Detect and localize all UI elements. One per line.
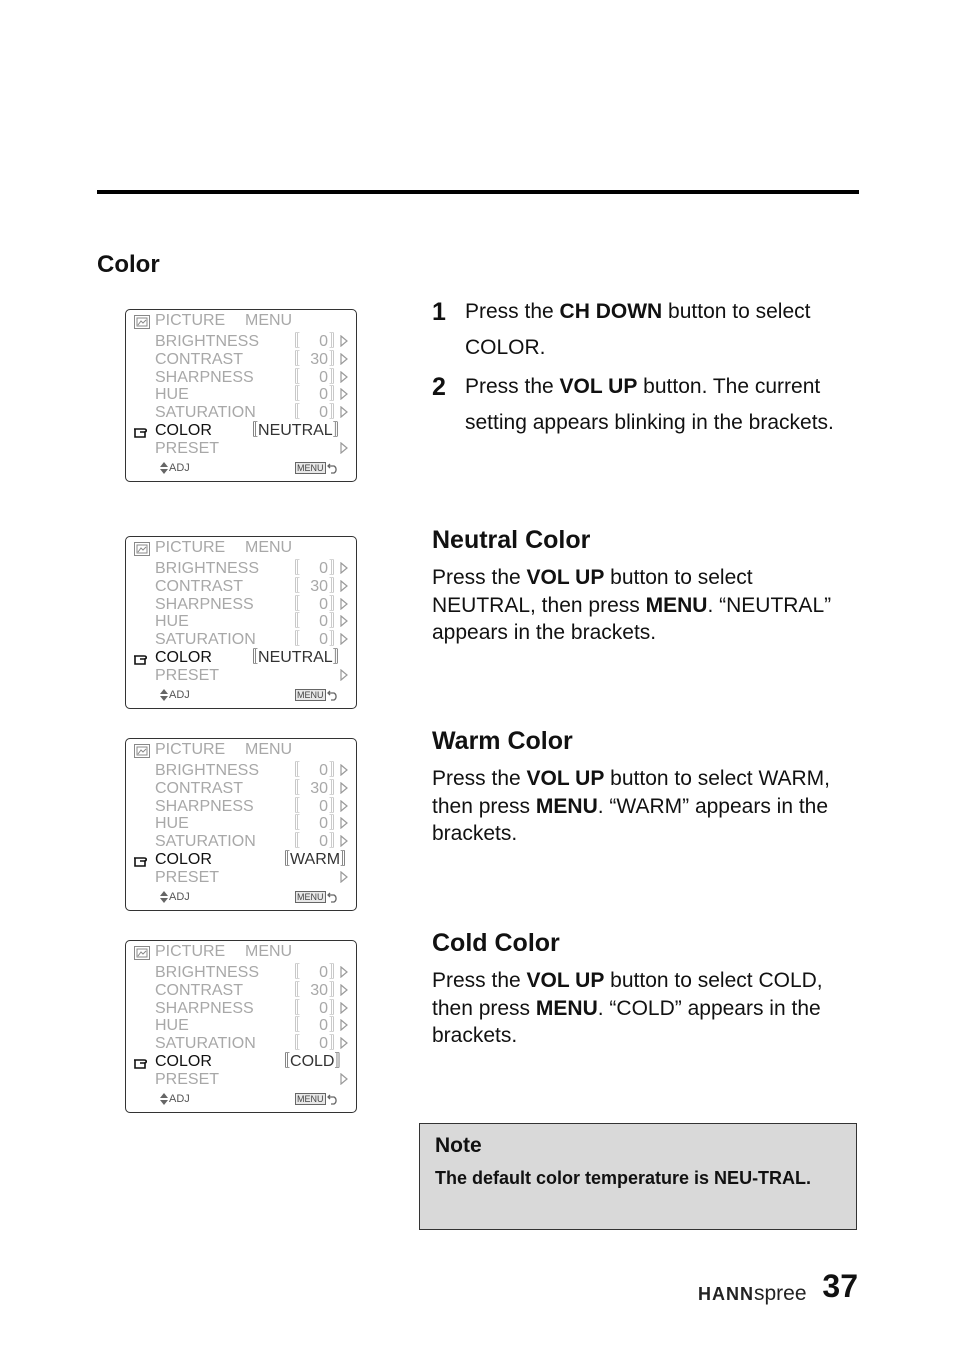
right-arrow-icon (340, 406, 348, 418)
osd-item-value: 0 (319, 386, 328, 404)
left-bracket: 〚 (284, 1035, 301, 1053)
osd-item-contrast (126, 351, 356, 369)
osd-item-label: COLOR (155, 422, 212, 439)
osd-item-label: SHARPNESS (155, 797, 254, 815)
osd-menu-box (125, 738, 357, 911)
right-arrow-icon (340, 835, 348, 847)
osd-item-label: BRIGHTNESS (155, 560, 260, 577)
color-setting: 〚NEUTRAL〛 (242, 422, 349, 439)
osd-item-saturation (126, 833, 356, 851)
osd-title-menu: MENU (245, 943, 293, 960)
osd-item-value: 0 (319, 833, 328, 851)
right-arrow-icon (340, 800, 348, 812)
osd-item-contrast (126, 982, 356, 1000)
left-bracket: 〚 (284, 333, 301, 350)
osd-item-preset (126, 1071, 356, 1089)
right-bracket: 〛 (329, 1017, 346, 1035)
right-bracket: 〛 (329, 981, 346, 999)
osd-footer: ADJ MENU (126, 1092, 356, 1106)
osd-item-value: 0 (319, 560, 328, 577)
right-bracket: 〛 (329, 404, 346, 422)
menu-key-icon: MENU (297, 463, 324, 473)
right-bracket: 〛 (329, 779, 346, 797)
left-bracket: 〚 (284, 613, 301, 631)
right-bracket: 〛 (329, 368, 346, 386)
heading-cold-color: Cold Color (432, 929, 560, 957)
osd-item-label: COLOR (155, 851, 212, 868)
osd-item-value: 0 (319, 1017, 328, 1035)
right-arrow-icon (340, 353, 348, 365)
osd-item-color (126, 422, 356, 440)
brand-logo: HANNspree (698, 1282, 807, 1305)
right-arrow-icon (340, 615, 348, 627)
osd-item-label: SATURATION (155, 833, 256, 851)
osd-item-color (126, 649, 356, 667)
osd-item-color (126, 1053, 356, 1071)
right-arrow-icon (340, 984, 348, 996)
up-down-arrow-icon (160, 689, 168, 701)
return-icon (327, 689, 339, 701)
osd-item-value: 0 (319, 631, 328, 649)
osd-item-label: HUE (155, 386, 189, 404)
osd-item-preset (126, 869, 356, 887)
right-arrow-icon (340, 388, 348, 400)
left-bracket: 〚 (284, 981, 301, 999)
osd-item-label: CONTRAST (155, 577, 243, 595)
right-bracket: 〛 (329, 333, 346, 350)
osd-title: PICTURE (155, 741, 226, 758)
left-bracket: 〚 (284, 350, 301, 368)
left-bracket: 〚 (284, 815, 301, 833)
osd-item-value: 0 (319, 797, 328, 815)
osd-item-brightness (126, 333, 356, 351)
right-arrow-icon (340, 669, 348, 681)
step-2 (432, 369, 852, 441)
osd-item-value: 0 (319, 964, 328, 981)
left-bracket: 〚 (284, 1017, 301, 1035)
osd-item-label: COLOR (155, 1053, 212, 1070)
osd-item-label: HUE (155, 1017, 189, 1035)
osd-item-contrast (126, 578, 356, 596)
left-bracket: 〚 (284, 964, 301, 981)
osd-item-value: 0 (319, 368, 328, 386)
section-title: Color (97, 251, 160, 278)
osd-item-hue (126, 815, 356, 833)
step-number: 2 (432, 373, 446, 401)
right-bracket: 〛 (329, 631, 346, 649)
osd-item-preset (126, 440, 356, 458)
osd-item-value: 0 (319, 613, 328, 631)
menu-key-icon: MENU (297, 1094, 324, 1104)
picture-icon (134, 744, 150, 758)
osd-title: PICTURE (155, 943, 226, 960)
return-icon (327, 1093, 339, 1105)
note-title: Note (435, 1134, 482, 1157)
left-bracket: 〚 (284, 404, 301, 422)
right-bracket: 〛 (329, 797, 346, 815)
heading-neutral-color: Neutral Color (432, 526, 591, 554)
osd-title-menu: MENU (245, 312, 293, 329)
osd-item-label: PRESET (155, 666, 220, 684)
left-bracket: 〚 (284, 762, 301, 779)
picture-icon (134, 315, 150, 329)
osd-item-value: 30 (310, 577, 328, 595)
right-arrow-icon (340, 1037, 348, 1049)
right-bracket: 〛 (329, 1035, 346, 1053)
picture-icon (134, 542, 150, 556)
left-bracket: 〚 (284, 386, 301, 404)
osd-item-contrast (126, 780, 356, 798)
osd-item-saturation (126, 404, 356, 422)
osd-item-brightness (126, 964, 356, 982)
right-arrow-icon (340, 598, 348, 610)
osd-title: PICTURE (155, 539, 226, 556)
color-setting: 〚WARM〛 (274, 851, 357, 868)
osd-item-hue (126, 613, 356, 631)
right-bracket: 〛 (329, 762, 346, 779)
osd-menu-box (125, 940, 357, 1113)
right-arrow-icon (340, 562, 348, 574)
up-down-arrow-icon (160, 891, 168, 903)
osd-item-hue (126, 386, 356, 404)
osd-item-label: PRESET (155, 1070, 220, 1088)
page-footer (698, 1268, 858, 1308)
osd-item-value: 30 (310, 981, 328, 999)
page-number: 37 (822, 1268, 858, 1304)
pointing-hand-icon (133, 423, 151, 439)
osd-item-label: SATURATION (155, 404, 256, 422)
osd-item-label: SHARPNESS (155, 595, 254, 613)
paragraph-warm-color: Press the VOL UP button to select WARM, then press MENU. “WARM” appears in the brackets. (432, 767, 830, 845)
left-bracket: 〚 (284, 577, 301, 595)
osd-item-value: 0 (319, 815, 328, 833)
osd-item-sharpness (126, 798, 356, 816)
osd-item-sharpness (126, 596, 356, 614)
color-setting: 〚NEUTRAL〛 (242, 649, 349, 666)
right-arrow-icon (340, 1019, 348, 1031)
osd-item-label: SATURATION (155, 1035, 256, 1053)
osd-item-label: SHARPNESS (155, 999, 254, 1017)
menu-key-icon: MENU (297, 690, 324, 700)
osd-item-label: CONTRAST (155, 779, 243, 797)
up-down-arrow-icon (160, 462, 168, 474)
osd-item-value: 0 (319, 595, 328, 613)
osd-item-label: PRESET (155, 439, 220, 457)
left-bracket: 〚 (284, 797, 301, 815)
pointing-hand-icon (133, 852, 151, 868)
step-1 (432, 294, 852, 366)
left-bracket: 〚 (284, 560, 301, 577)
step-number: 1 (432, 298, 446, 326)
right-arrow-icon (340, 633, 348, 645)
osd-item-label: SATURATION (155, 631, 256, 649)
right-bracket: 〛 (329, 577, 346, 595)
pointing-hand-icon (133, 1054, 151, 1070)
osd-title-row (126, 539, 356, 557)
osd-item-label: CONTRAST (155, 981, 243, 999)
right-bracket: 〛 (329, 613, 346, 631)
osd-item-label: PRESET (155, 868, 220, 886)
osd-title-menu: MENU (245, 741, 293, 758)
right-bracket: 〛 (329, 964, 346, 981)
left-bracket: 〚 (284, 833, 301, 851)
right-arrow-icon (340, 580, 348, 592)
right-bracket: 〛 (329, 560, 346, 577)
osd-item-value: 0 (319, 999, 328, 1017)
osd-item-value: 30 (310, 350, 328, 368)
osd-title-row (126, 741, 356, 759)
osd-footer: ADJ MENU (126, 688, 356, 702)
osd-title-menu: MENU (245, 539, 293, 556)
osd-footer: ADJ MENU (126, 461, 356, 475)
right-bracket: 〛 (329, 595, 346, 613)
pointing-hand-icon (133, 650, 151, 666)
right-arrow-icon (340, 1002, 348, 1014)
osd-title-row (126, 943, 356, 961)
osd-item-hue (126, 1017, 356, 1035)
osd-item-label: CONTRAST (155, 350, 243, 368)
osd-item-value: 0 (319, 1035, 328, 1053)
osd-item-value: 30 (310, 779, 328, 797)
step-text: Press the CH DOWN button to select COLOR. (465, 300, 811, 359)
osd-item-value: 0 (319, 762, 328, 779)
left-bracket: 〚 (284, 368, 301, 386)
osd-title: PICTURE (155, 312, 226, 329)
right-bracket: 〛 (329, 350, 346, 368)
osd-item-label: HUE (155, 613, 189, 631)
osd-item-value: 0 (319, 333, 328, 350)
osd-item-saturation (126, 631, 356, 649)
right-arrow-icon (340, 871, 348, 883)
note-body: The default color temperature is NEU-TRAL. (435, 1168, 812, 1188)
osd-item-label: COLOR (155, 649, 212, 666)
right-arrow-icon (340, 371, 348, 383)
paragraph-neutral-color: Press the VOL UP button to select NEUTRAL, then press MENU. “NEUTRAL” appears in the brackets. (432, 566, 832, 644)
osd-item-color (126, 851, 356, 869)
osd-item-brightness (126, 560, 356, 578)
up-down-arrow-icon (160, 1093, 168, 1105)
osd-menu-box (125, 309, 357, 482)
paragraph-cold-color: Press the VOL UP button to select COLD, then press MENU. “COLD” appears in the brackets. (432, 969, 823, 1047)
left-bracket: 〚 (284, 631, 301, 649)
osd-item-label: HUE (155, 815, 189, 833)
menu-key-icon: MENU (297, 892, 324, 902)
right-bracket: 〛 (329, 833, 346, 851)
osd-item-brightness (126, 762, 356, 780)
right-arrow-icon (340, 817, 348, 829)
right-bracket: 〛 (329, 386, 346, 404)
left-bracket: 〚 (284, 779, 301, 797)
color-setting: 〚COLD〛 (274, 1053, 351, 1070)
left-bracket: 〚 (284, 595, 301, 613)
osd-item-preset (126, 667, 356, 685)
osd-item-sharpness (126, 369, 356, 387)
osd-title-row (126, 312, 356, 330)
right-bracket: 〛 (329, 999, 346, 1017)
right-arrow-icon (340, 442, 348, 454)
osd-item-value: 0 (319, 404, 328, 422)
heading-warm-color: Warm Color (432, 727, 573, 755)
osd-footer: ADJ MENU (126, 890, 356, 904)
header-rule (97, 190, 859, 194)
step-text: Press the VOL UP button. The current setting appears blinking in the brackets. (465, 375, 834, 434)
osd-item-label: BRIGHTNESS (155, 762, 260, 779)
right-arrow-icon (340, 764, 348, 776)
left-bracket: 〚 (284, 999, 301, 1017)
right-arrow-icon (340, 966, 348, 978)
right-arrow-icon (340, 335, 348, 347)
osd-item-sharpness (126, 1000, 356, 1018)
osd-item-label: BRIGHTNESS (155, 964, 260, 981)
right-arrow-icon (340, 782, 348, 794)
osd-item-label: BRIGHTNESS (155, 333, 260, 350)
osd-item-saturation (126, 1035, 356, 1053)
osd-menu-box (125, 536, 357, 709)
right-bracket: 〛 (329, 815, 346, 833)
picture-icon (134, 946, 150, 960)
osd-item-label: SHARPNESS (155, 368, 254, 386)
right-arrow-icon (340, 1073, 348, 1085)
return-icon (327, 891, 339, 903)
return-icon (327, 462, 339, 474)
note-box (419, 1123, 857, 1230)
